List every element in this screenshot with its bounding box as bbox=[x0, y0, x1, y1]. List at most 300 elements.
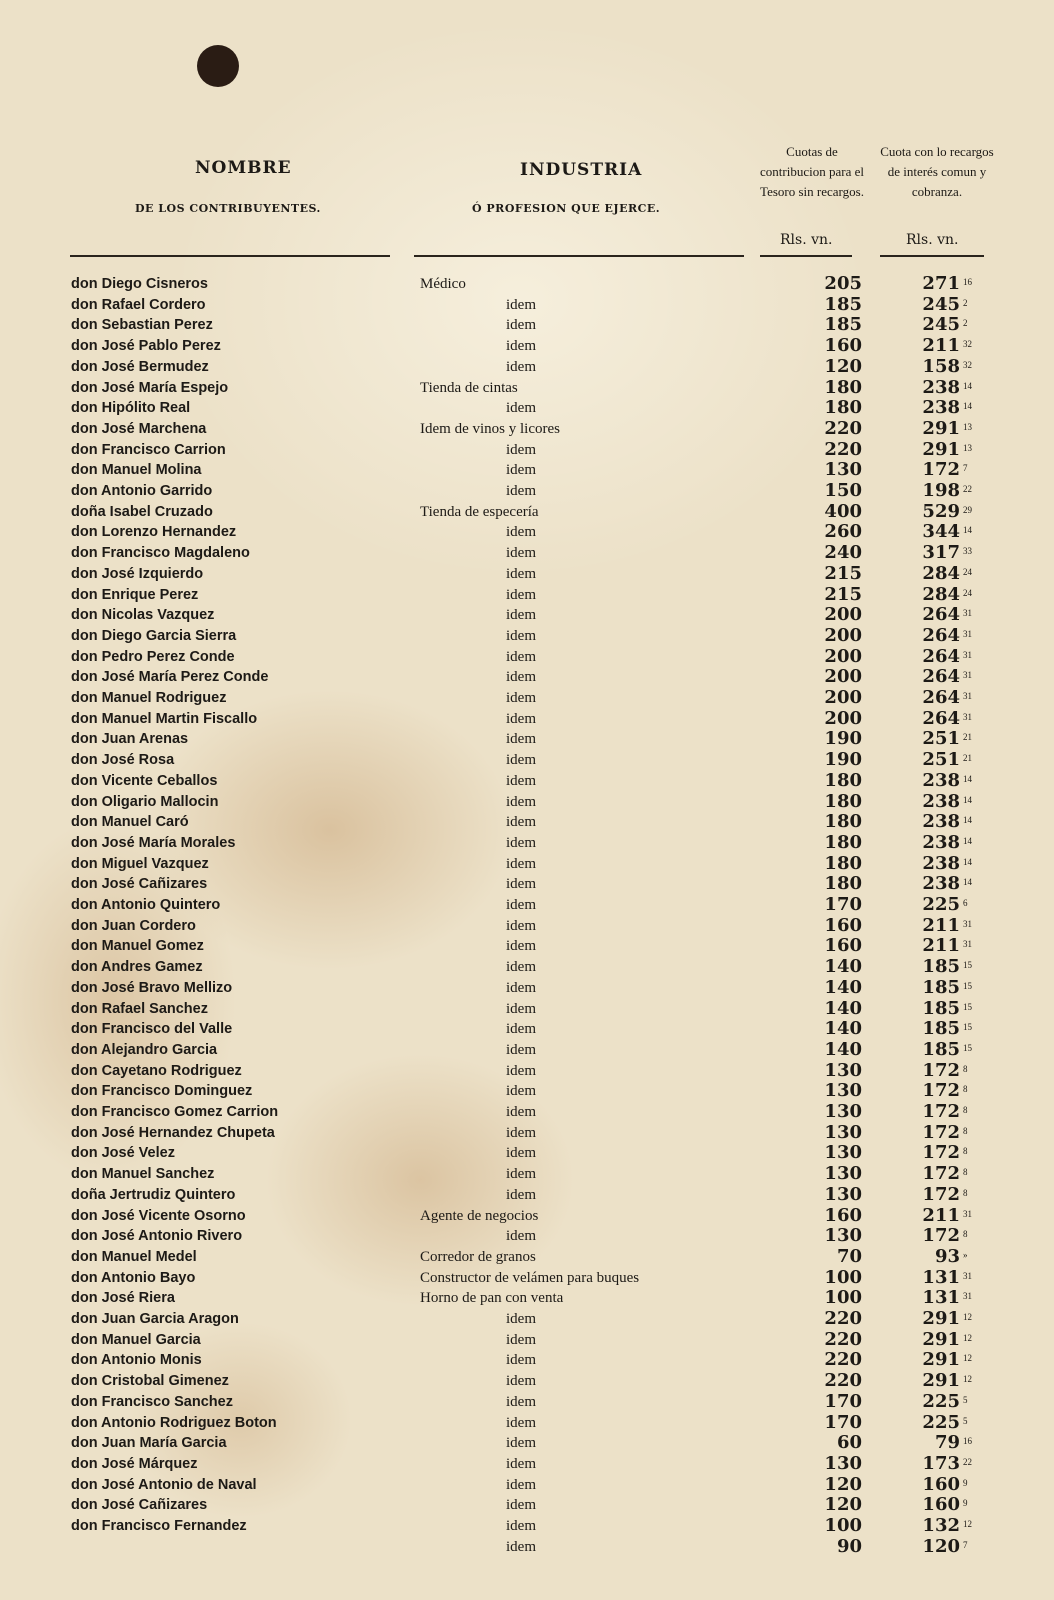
cuota-recargos-cents: 9 bbox=[963, 1498, 968, 1509]
cuota-recargos-cents: 31 bbox=[963, 711, 972, 722]
industry-cell: idem bbox=[506, 1311, 536, 1327]
contributor-name: don Lorenzo Hernandez bbox=[71, 524, 237, 541]
cuota-recargos-cents: 15 bbox=[963, 980, 972, 991]
contributor-name: don José Velez bbox=[71, 1145, 175, 1162]
table-row bbox=[0, 1392, 1054, 1413]
industry-cell: idem bbox=[506, 752, 536, 769]
cuota-recargos-cents: 14 bbox=[963, 877, 972, 888]
cuota-recargos-cents: 12 bbox=[963, 1374, 972, 1385]
cuota-recargos-cents: 8 bbox=[963, 1063, 968, 1074]
table-row bbox=[0, 729, 1054, 750]
cuota-recargos-cents: 21 bbox=[963, 753, 972, 764]
table-row bbox=[0, 957, 1054, 978]
cuota-tesoro-value: 205 bbox=[824, 273, 862, 294]
table-row bbox=[0, 1454, 1054, 1475]
cuota-tesoro-value: 130 bbox=[824, 1059, 862, 1081]
cuota-tesoro-value: 180 bbox=[824, 769, 862, 791]
cuota-recargos-value: 344 bbox=[922, 521, 960, 543]
industry-cell: idem bbox=[506, 648, 536, 665]
cuota-recargos-value: 131 bbox=[922, 1266, 960, 1288]
cuota-recargos-value: 238 bbox=[922, 831, 960, 853]
cuota-recargos-cents: 31 bbox=[963, 1291, 972, 1302]
cuota-tesoro-value: 120 bbox=[824, 1473, 862, 1495]
name-column-title: NOMBRE bbox=[195, 158, 292, 178]
cuota-recargos-value: 238 bbox=[922, 811, 960, 833]
cuota-recargos-value: 172 bbox=[922, 1142, 960, 1164]
industry-cell: idem bbox=[506, 1373, 536, 1390]
cuota-recargos-cents: 15 bbox=[963, 1042, 972, 1053]
cuota-tesoro-value: 200 bbox=[824, 604, 862, 626]
cuota-recargos-cents: 8 bbox=[963, 1187, 968, 1198]
cuota-recargos-value: 211 bbox=[922, 935, 960, 957]
industry-cell: idem bbox=[506, 876, 536, 893]
table-row bbox=[0, 1516, 1054, 1537]
table-row bbox=[0, 440, 1054, 461]
cuota-tesoro-value: 220 bbox=[824, 438, 862, 460]
contributor-name: don José Bravo Mellizo bbox=[71, 979, 233, 996]
table-row bbox=[0, 874, 1054, 895]
cuota-recargos-value: 211 bbox=[922, 1204, 960, 1226]
cuota-recargos-value: 172 bbox=[922, 1163, 960, 1185]
cuota-tesoro-value: 100 bbox=[824, 1287, 862, 1309]
contributor-name: don Francisco Magdaleno bbox=[71, 545, 250, 562]
table-row bbox=[0, 1123, 1054, 1144]
cuota-tesoro-value: 240 bbox=[824, 542, 862, 564]
cuota-recargos-cents: 2 bbox=[963, 318, 968, 329]
table-row bbox=[0, 295, 1054, 316]
cuota-recargos-cents: 31 bbox=[963, 691, 972, 701]
industry-cell: idem bbox=[506, 627, 536, 644]
industry-cell: idem bbox=[506, 1124, 536, 1141]
cuota-tesoro-value: 90 bbox=[836, 1535, 862, 1557]
name-column-subtitle: DE LOS CONTRIBUYENTES. bbox=[135, 202, 321, 215]
cuota-recargos-cents: 24 bbox=[963, 566, 972, 577]
cuota-recargos-cents: 6 bbox=[963, 898, 968, 908]
contributor-name: don José Marchena bbox=[71, 420, 207, 437]
cuota-recargos-value: 160 bbox=[922, 1473, 960, 1495]
table-row bbox=[0, 626, 1054, 647]
header-rule-cuota1 bbox=[760, 255, 852, 257]
cuota-tesoro-value: 200 bbox=[824, 624, 862, 646]
industry-cell: idem bbox=[506, 1021, 536, 1038]
cuota-tesoro-value: 100 bbox=[824, 1266, 862, 1288]
contributor-name: doña Jertrudiz Quintero bbox=[71, 1186, 236, 1203]
cuota-recargos-cents: 12 bbox=[963, 1332, 972, 1343]
industry-cell: idem bbox=[506, 938, 536, 955]
table-row bbox=[0, 792, 1054, 813]
cuota-recargos-value: 251 bbox=[922, 749, 960, 771]
table-row bbox=[0, 522, 1054, 543]
cuota-recargos-column-title: Cuota con lo recargos de interés comun y cobranza. bbox=[880, 144, 994, 199]
cuota-tesoro-value: 180 bbox=[824, 831, 862, 853]
contributor-name: don Francisco Sanchez bbox=[71, 1393, 233, 1410]
cuota-recargos-value: 211 bbox=[922, 914, 960, 936]
cuota-tesoro-value: 215 bbox=[824, 583, 862, 605]
cuota-tesoro-value: 170 bbox=[824, 1411, 862, 1433]
table-row bbox=[0, 1330, 1054, 1351]
contributor-name: don Manuel Martin Fiscallo bbox=[71, 710, 258, 727]
cuota-tesoro-value: 200 bbox=[824, 666, 862, 688]
cuota-recargos-value: 291 bbox=[922, 417, 960, 439]
cuota-tesoro-value: 260 bbox=[824, 521, 862, 543]
industry-cell: idem bbox=[506, 897, 536, 913]
header-rule-industry bbox=[414, 255, 744, 257]
cuota-recargos-cents: 12 bbox=[963, 1519, 972, 1529]
cuota-tesoro-value: 160 bbox=[824, 935, 862, 957]
cuota-recargos-cents: 14 bbox=[963, 773, 972, 784]
contributor-name: don Manuel Molina bbox=[71, 462, 202, 479]
cuota-recargos-value: 238 bbox=[922, 769, 960, 791]
cuota-recargos-cents: 13 bbox=[963, 421, 972, 432]
cuota-recargos-value: 132 bbox=[922, 1515, 960, 1536]
contributor-name: don Francisco del Valle bbox=[71, 1021, 233, 1038]
industry-cell: Idem de vinos y licores bbox=[420, 420, 560, 437]
cuota-recargos-value: 291 bbox=[922, 1328, 960, 1350]
table-row bbox=[0, 1019, 1054, 1040]
cuota-recargos-value: 225 bbox=[922, 1411, 960, 1433]
cuota-tesoro-value: 150 bbox=[824, 480, 862, 501]
cuota-recargos-value: 172 bbox=[922, 1101, 960, 1122]
contributor-name: don Antonio Rodriguez Boton bbox=[71, 1414, 277, 1431]
cuota-recargos-cents: 15 bbox=[963, 1022, 972, 1033]
cuota-recargos-cents: 29 bbox=[963, 504, 972, 515]
contributor-name: don Diego Garcia Sierra bbox=[71, 627, 237, 644]
industry-cell: idem bbox=[506, 586, 536, 603]
cuota-tesoro-value: 140 bbox=[824, 976, 862, 998]
industry-cell: idem bbox=[506, 690, 536, 706]
industry-cell: idem bbox=[506, 358, 536, 375]
contributor-name: don Cristobal Gimenez bbox=[71, 1373, 229, 1390]
cuota-tesoro-value: 70 bbox=[836, 1245, 862, 1267]
contributor-name: don Manuel Medel bbox=[71, 1248, 197, 1265]
industry-cell: idem bbox=[506, 710, 536, 727]
header-rule-name bbox=[70, 255, 390, 257]
cuota-tesoro-value: 220 bbox=[824, 417, 862, 439]
table-row bbox=[0, 1537, 1054, 1558]
contributor-name: don Diego Cisneros bbox=[71, 276, 208, 292]
cuota-recargos-cents: 8 bbox=[963, 1125, 968, 1136]
industry-cell: idem bbox=[506, 1000, 536, 1017]
cuota-recargos-value: 172 bbox=[922, 1183, 960, 1205]
contributor-name: don José Antonio de Naval bbox=[71, 1476, 257, 1493]
cuota-tesoro-value: 180 bbox=[824, 376, 862, 398]
contributor-name: don José Hernandez Chupeta bbox=[71, 1124, 275, 1141]
table-row bbox=[0, 1206, 1054, 1227]
industry-cell: idem bbox=[506, 483, 536, 499]
cuota-recargos-cents: 12 bbox=[963, 1353, 972, 1364]
contributor-name: don Hipólito Real bbox=[71, 400, 191, 417]
cuota-recargos-value: 264 bbox=[922, 604, 960, 626]
cuota-tesoro-value: 130 bbox=[824, 1142, 862, 1164]
table-row bbox=[0, 564, 1054, 585]
cuota-tesoro-value: 170 bbox=[824, 1390, 862, 1412]
table-row bbox=[0, 936, 1054, 957]
table-row bbox=[0, 274, 1054, 295]
cuota-recargos-value: 264 bbox=[922, 707, 960, 729]
industry-cell: idem bbox=[506, 1352, 536, 1369]
cuota-tesoro-value: 200 bbox=[824, 687, 862, 708]
table-row bbox=[0, 1475, 1054, 1496]
table-row bbox=[0, 1164, 1054, 1185]
industry-cell: idem bbox=[506, 772, 536, 789]
cuota-recargos-cents: 15 bbox=[963, 1001, 972, 1012]
contributor-name: don Juan Garcia Aragon bbox=[71, 1311, 239, 1327]
contributor-name: don Rafael Cordero bbox=[71, 296, 206, 313]
cuota-recargos-value: 291 bbox=[922, 1308, 960, 1329]
table-row bbox=[0, 419, 1054, 440]
table-row bbox=[0, 336, 1054, 357]
table-row bbox=[0, 585, 1054, 606]
table-row bbox=[0, 833, 1054, 854]
table-row bbox=[0, 1350, 1054, 1371]
cuota-recargos-cents: 13 bbox=[963, 442, 972, 453]
industry-cell: idem bbox=[506, 607, 536, 624]
cuota-recargos-value: 93 bbox=[934, 1245, 960, 1267]
cuota-recargos-value: 245 bbox=[922, 293, 960, 315]
industry-cell: Médico bbox=[420, 276, 466, 292]
cuota-recargos-value: 291 bbox=[922, 1370, 960, 1392]
cuota-recargos-value: 120 bbox=[922, 1535, 960, 1557]
cuota-tesoro-value: 60 bbox=[836, 1432, 862, 1454]
cuota-recargos-cents: 14 bbox=[963, 380, 972, 391]
cuota-recargos-value: 245 bbox=[922, 314, 960, 336]
industry-cell: idem bbox=[506, 1393, 536, 1410]
contributor-name: don Manuel Caró bbox=[71, 814, 189, 831]
cuota-recargos-cents: 2 bbox=[963, 297, 968, 308]
table-row bbox=[0, 667, 1054, 688]
industry-cell: Agente de negocios bbox=[420, 1207, 539, 1224]
table-header bbox=[0, 140, 1054, 260]
cuota-recargos-cents: 33 bbox=[963, 546, 972, 557]
cuota-tesoro-value: 140 bbox=[824, 1038, 862, 1060]
cuota-recargos-cents: 31 bbox=[963, 918, 972, 929]
cuota-recargos-cents: 14 bbox=[963, 815, 972, 826]
cuota-tesoro-value: 160 bbox=[824, 1204, 862, 1226]
cuota-tesoro-value: 400 bbox=[824, 500, 862, 522]
table-row bbox=[0, 854, 1054, 875]
contributor-name: don José María Morales bbox=[71, 834, 236, 851]
cuota-recargos-cents: 8 bbox=[963, 1084, 968, 1095]
cuota-recargos-value: 185 bbox=[922, 997, 960, 1019]
contributor-name: doña Isabel Cruzado bbox=[71, 503, 213, 520]
industry-cell: idem bbox=[506, 1186, 536, 1203]
contributor-name: don Vicente Ceballos bbox=[71, 772, 218, 789]
table-row bbox=[0, 1288, 1054, 1309]
contributor-name: don Nicolas Vazquez bbox=[71, 607, 215, 624]
industry-cell: Horno de pan con venta bbox=[420, 1290, 564, 1307]
cuota-tesoro-value: 130 bbox=[824, 1183, 862, 1205]
cuota-recargos-value: 251 bbox=[922, 728, 960, 750]
industry-cell: Constructor de velámen para buques bbox=[420, 1269, 640, 1286]
contributor-name: don José Márquez bbox=[71, 1455, 198, 1472]
cuota-recargos-value: 225 bbox=[922, 894, 960, 915]
industry-cell: idem bbox=[506, 1414, 536, 1431]
industry-cell: idem bbox=[506, 565, 536, 582]
cuota-recargos-cents: » bbox=[963, 1249, 968, 1260]
contributor-name: don Antonio Quintero bbox=[71, 897, 221, 913]
industry-cell: idem bbox=[506, 1331, 536, 1348]
contributor-name: don Francisco Fernandez bbox=[71, 1518, 247, 1534]
cuota-tesoro-value: 120 bbox=[824, 355, 862, 377]
contributor-name: don Andres Gamez bbox=[71, 959, 203, 976]
cuota-recargos-value: 185 bbox=[922, 956, 960, 978]
cuota-recargos-value: 291 bbox=[922, 1349, 960, 1371]
cuota-recargos-cents: 31 bbox=[963, 649, 972, 660]
table-row bbox=[0, 978, 1054, 999]
cuota-recargos-cents: 31 bbox=[963, 939, 972, 950]
cuota-recargos-value: 271 bbox=[922, 273, 960, 294]
cuota-recargos-cents: 14 bbox=[963, 835, 972, 846]
industry-cell: idem bbox=[506, 441, 536, 458]
cuota-recargos-cents: 5 bbox=[963, 1415, 968, 1426]
cuota-recargos-cents: 8 bbox=[963, 1146, 968, 1157]
industry-cell: idem bbox=[506, 917, 536, 934]
cuota-tesoro-value: 200 bbox=[824, 645, 862, 667]
contributor-name: don Alejandro Garcia bbox=[71, 1041, 218, 1058]
cuota-recargos-value: 131 bbox=[922, 1287, 960, 1309]
industry-cell: idem bbox=[506, 855, 536, 872]
cuota-tesoro-value: 190 bbox=[824, 728, 862, 750]
industry-cell: idem bbox=[506, 979, 536, 996]
cuota-tesoro-value: 220 bbox=[824, 1328, 862, 1350]
cuota-recargos-cents: 14 bbox=[963, 794, 972, 805]
cuota-recargos-cents: 14 bbox=[963, 401, 972, 412]
industry-cell: idem bbox=[506, 1435, 536, 1452]
industry-column-title: INDUSTRIA bbox=[520, 160, 643, 180]
cuota-recargos-value: 291 bbox=[922, 438, 960, 460]
unit-label-tesoro: Rls. vn. bbox=[780, 232, 833, 248]
table-row bbox=[0, 1371, 1054, 1392]
industry-cell: idem bbox=[506, 1228, 536, 1245]
table-row bbox=[0, 502, 1054, 523]
cuota-recargos-cents: 14 bbox=[963, 525, 972, 536]
table-row bbox=[0, 1247, 1054, 1268]
cuota-recargos-value: 264 bbox=[922, 687, 960, 708]
cuota-recargos-value: 225 bbox=[922, 1390, 960, 1412]
industry-cell: idem bbox=[506, 400, 536, 417]
cuota-recargos-cents: 32 bbox=[963, 339, 972, 350]
cuota-tesoro-value: 185 bbox=[824, 314, 862, 336]
cuota-tesoro-value: 180 bbox=[824, 790, 862, 812]
industry-cell: idem bbox=[506, 462, 536, 479]
cuota-recargos-value: 198 bbox=[922, 480, 960, 501]
cuota-tesoro-value: 140 bbox=[824, 1018, 862, 1040]
cuota-recargos-cents: 21 bbox=[963, 732, 972, 743]
cuota-recargos-value: 172 bbox=[922, 1059, 960, 1081]
cuota-tesoro-value: 200 bbox=[824, 707, 862, 729]
cuota-recargos-value: 185 bbox=[922, 1018, 960, 1040]
cuota-recargos-cents: 16 bbox=[963, 277, 972, 287]
cuota-recargos-cents: 8 bbox=[963, 1167, 968, 1178]
cuota-recargos-cents: 31 bbox=[963, 1270, 972, 1281]
contributor-name: don Sebastian Perez bbox=[71, 317, 213, 334]
industry-cell: idem bbox=[506, 1455, 536, 1472]
contributor-name: don Francisco Gomez Carrion bbox=[71, 1104, 279, 1120]
industry-cell: idem bbox=[506, 834, 536, 851]
industry-cell: idem bbox=[506, 1497, 536, 1514]
cuota-recargos-cents: 5 bbox=[963, 1394, 968, 1405]
industry-cell: idem bbox=[506, 317, 536, 334]
table-row bbox=[0, 999, 1054, 1020]
industry-cell: idem bbox=[506, 1476, 536, 1493]
table-row bbox=[0, 1102, 1054, 1123]
contributor-name: don José Rosa bbox=[71, 752, 175, 769]
cuota-recargos-value: 284 bbox=[922, 562, 960, 584]
cuota-recargos-value: 211 bbox=[922, 335, 960, 357]
cuota-tesoro-value: 220 bbox=[824, 1308, 862, 1329]
cuota-recargos-cents: 9 bbox=[963, 1477, 968, 1488]
cuota-tesoro-value: 220 bbox=[824, 1349, 862, 1371]
table-row bbox=[0, 543, 1054, 564]
cuota-recargos-value: 264 bbox=[922, 624, 960, 646]
contributor-name: don Juan Arenas bbox=[71, 731, 189, 748]
contributor-name: don José Riera bbox=[71, 1290, 175, 1307]
cuota-tesoro-value: 140 bbox=[824, 997, 862, 1019]
industry-cell: idem bbox=[506, 959, 536, 976]
contributor-name: don Antonio Monis bbox=[71, 1352, 202, 1369]
contributor-name: don Miguel Vazquez bbox=[71, 855, 209, 872]
cuota-recargos-value: 185 bbox=[922, 1038, 960, 1060]
table-row bbox=[0, 1413, 1054, 1434]
cuota-recargos-value: 264 bbox=[922, 666, 960, 688]
industry-cell: idem bbox=[506, 1166, 536, 1183]
contributor-name: don José Antonio Rivero bbox=[71, 1228, 243, 1245]
cuota-recargos-value: 160 bbox=[922, 1494, 960, 1516]
contributor-name: don Juan María Garcia bbox=[71, 1435, 227, 1452]
contributor-name: don José Cañizares bbox=[71, 876, 208, 893]
cuota-recargos-cents: 31 bbox=[963, 628, 972, 639]
cuota-recargos-cents: 7 bbox=[963, 1539, 968, 1550]
industry-cell: Tienda de cintas bbox=[420, 379, 518, 396]
contributor-name: don Rafael Sanchez bbox=[71, 1000, 208, 1017]
unit-label-recargos: Rls. vn. bbox=[906, 232, 959, 248]
cuota-recargos-cents: 22 bbox=[963, 1456, 972, 1467]
cuota-recargos-value: 238 bbox=[922, 397, 960, 419]
table-row bbox=[0, 771, 1054, 792]
table-row bbox=[0, 750, 1054, 771]
cuota-recargos-cents: 8 bbox=[963, 1105, 968, 1115]
contributor-name: don José Bermudez bbox=[71, 358, 209, 375]
cuota-recargos-value: 238 bbox=[922, 790, 960, 812]
cuota-tesoro-value: 190 bbox=[824, 749, 862, 771]
table-row bbox=[0, 916, 1054, 937]
industry-cell: idem bbox=[506, 1083, 536, 1100]
cuota-recargos-value: 238 bbox=[922, 873, 960, 895]
contributor-name: don José María Espejo bbox=[71, 379, 229, 396]
industry-cell: idem bbox=[506, 545, 536, 562]
table-row bbox=[0, 315, 1054, 336]
cuota-recargos-cents: 15 bbox=[963, 960, 972, 971]
cuota-recargos-cents: 8 bbox=[963, 1229, 968, 1240]
table-row bbox=[0, 378, 1054, 399]
contributor-name: don Enrique Perez bbox=[71, 586, 199, 603]
cuota-recargos-cents: 31 bbox=[963, 1208, 972, 1219]
cuota-recargos-value: 172 bbox=[922, 1121, 960, 1143]
cuota-tesoro-value: 130 bbox=[824, 1080, 862, 1102]
cuota-recargos-value: 172 bbox=[922, 1225, 960, 1247]
cuota-recargos-value: 185 bbox=[922, 976, 960, 998]
cuota-tesoro-value: 160 bbox=[824, 335, 862, 357]
table-row bbox=[0, 688, 1054, 709]
cuota-recargos-value: 79 bbox=[934, 1432, 960, 1454]
cuota-tesoro-value: 130 bbox=[824, 1452, 862, 1474]
cuota-tesoro-value: 185 bbox=[824, 293, 862, 315]
cuota-tesoro-value: 140 bbox=[824, 956, 862, 978]
table-row bbox=[0, 1226, 1054, 1247]
cuota-tesoro-value: 130 bbox=[824, 1225, 862, 1247]
industry-cell: idem bbox=[506, 338, 536, 355]
cuota-recargos-cents: 32 bbox=[963, 359, 972, 370]
